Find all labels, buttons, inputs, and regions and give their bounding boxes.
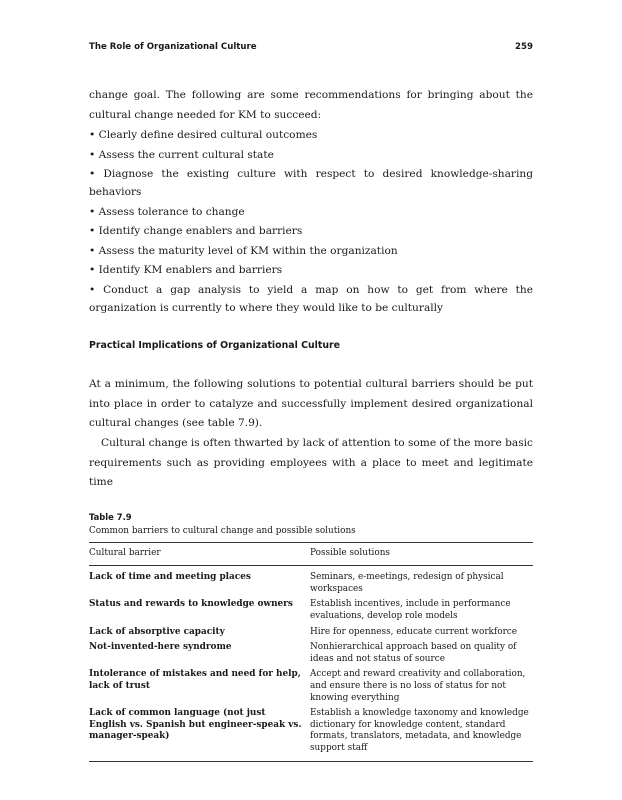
table-header-row bbox=[89, 542, 533, 566]
barrier-cell: Lack of common language (not just English vs. Spanish but engineer-speak vs. manager-speak) bbox=[89, 708, 302, 742]
list-item: • Assess the current cultural state bbox=[89, 148, 274, 161]
column-header: Cultural barrier bbox=[89, 542, 310, 566]
chapter-title: The Role of Organizational Culture bbox=[89, 42, 257, 52]
solution-cell: Establish incentives, include in performance evaluations, develop role models bbox=[310, 599, 511, 622]
table-row bbox=[89, 669, 533, 708]
intro-paragraph: change goal. The following are some recommendations for bringing about the cultural change needed for KM to succeed: bbox=[89, 89, 533, 121]
barrier-cell: Intolerance of mistakes and need for help, lack of trust bbox=[89, 669, 301, 692]
table-row bbox=[89, 642, 533, 669]
solution-cell: Establish a knowledge taxonomy and knowledge dictionary for knowledge content, standard formats, translators, metadata, and knowledge support staff bbox=[310, 708, 529, 753]
list-item: • Assess tolerance to change bbox=[89, 205, 245, 218]
barrier-cell: Lack of time and meeting places bbox=[89, 572, 251, 583]
list-item: • Conduct a gap analysis to yield a map on how to get from where the organization is currently to where they would like to be culturally bbox=[89, 283, 533, 314]
table-row bbox=[89, 599, 533, 626]
barriers-table bbox=[89, 542, 533, 762]
table-row bbox=[89, 566, 533, 600]
page-number: 259 bbox=[515, 42, 533, 52]
running-header bbox=[89, 40, 533, 54]
table-caption: Common barriers to cultural change and possible solutions bbox=[89, 525, 356, 536]
body-paragraph: At a minimum, the following solutions to potential cultural barriers should be put into place in order to catalyze and successfully implement desired organizational cultural changes (see table 7.9). bbox=[89, 378, 533, 430]
list-item: • Identify change enablers and barriers bbox=[89, 225, 303, 238]
list-item: • Clearly define desired cultural outcomes bbox=[89, 129, 318, 142]
barrier-cell: Status and rewards to knowledge owners bbox=[89, 599, 293, 610]
table-row bbox=[89, 708, 533, 761]
column-header: Possible solutions bbox=[310, 542, 533, 566]
list-item: • Identify KM enablers and barriers bbox=[89, 264, 283, 277]
solution-cell: Seminars, e-meetings, redesign of physical workspaces bbox=[310, 572, 504, 594]
solution-cell: Accept and reward creativity and collaboration, and ensure there is no loss of status for not knowing everything bbox=[310, 669, 526, 703]
table-label: Table 7.9 bbox=[89, 511, 132, 522]
barrier-cell: Not-invented-here syndrome bbox=[89, 642, 232, 653]
solution-cell: Hire for openness, educate current workforce bbox=[310, 626, 518, 637]
solution-cell: Nonhierarchical approach based on quality of ideas and not status of source bbox=[310, 642, 517, 664]
book-page bbox=[89, 40, 533, 762]
table-row bbox=[89, 627, 533, 643]
body-paragraph: Cultural change is often thwarted by lack of attention to some of the more basic requirements such as providing employees with a place to meet and legitimate time bbox=[89, 436, 533, 489]
barrier-cell: Lack of absorptive capacity bbox=[89, 626, 225, 637]
list-item: • Assess the maturity level of KM within the organization bbox=[89, 244, 398, 257]
recommendation-list bbox=[89, 127, 533, 317]
list-item: • Diagnose the existing culture with respect to desired knowledge-sharing behaviors bbox=[89, 168, 533, 198]
section-heading: Practical Implications of Organizational Culture bbox=[89, 340, 340, 352]
